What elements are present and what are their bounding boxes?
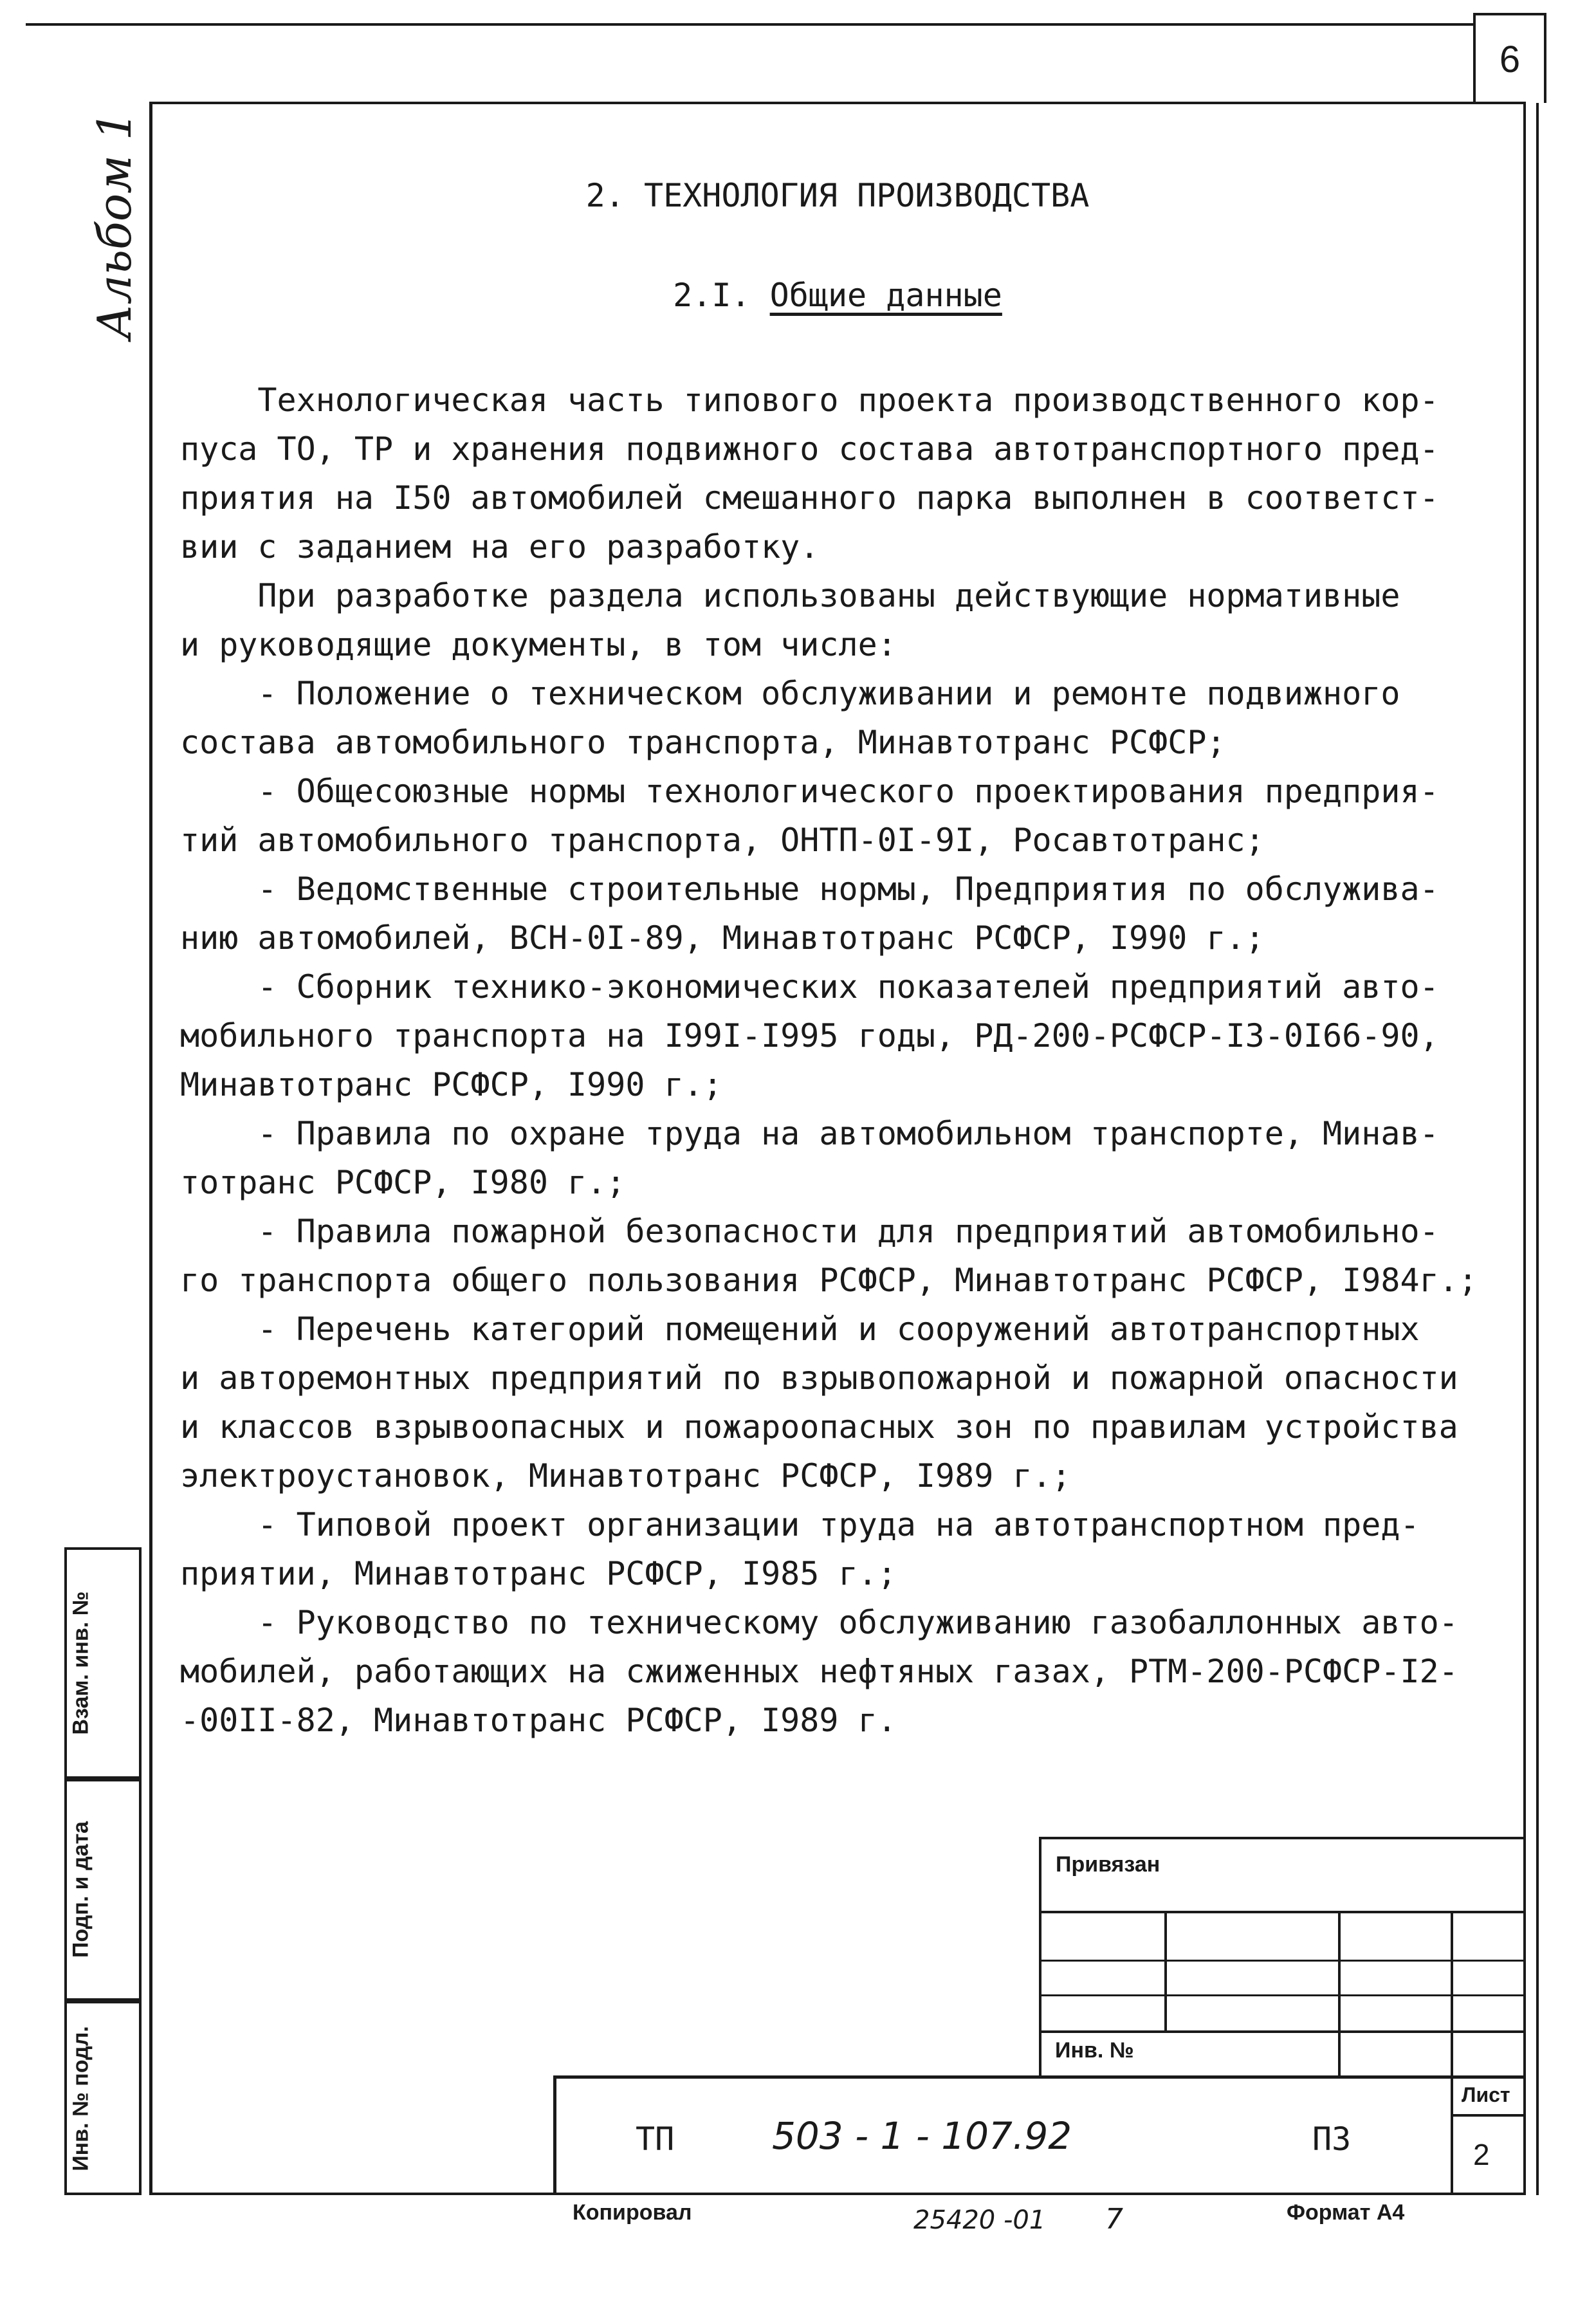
body-line: При разработке раздела использованы действующие нормативные: [180, 577, 1400, 614]
title-block-sheet-divider: [1451, 2078, 1453, 2195]
body-line: го транспорта общего пользования РСФСР, Минавтотранс РСФСР, I984г.;: [180, 1262, 1478, 1299]
title-block-designation: 503 - 1 - 107.92: [772, 2114, 1072, 2158]
binding-vline-2: [1338, 1911, 1341, 2078]
body-line: и классов взрывоопасных и пожароопасных зон по правилам устройства: [180, 1408, 1458, 1446]
body-line: и руководящие документы, в том числе:: [180, 626, 897, 663]
frame-right-double-line: [1536, 103, 1539, 2195]
body-line: - Правила пожарной безопасности для предприятий автомобильно-: [180, 1213, 1439, 1250]
body-line: -00II-82, Минавтотранс РСФСР, I989 г.: [180, 1702, 897, 1739]
body-line: мобилей, работающих на сжиженных нефтяных газах, РТМ-200-РСФСР-I2-: [180, 1653, 1458, 1690]
body-line: - Типовой проект организации труда на автотранспортном пред-: [180, 1506, 1420, 1543]
body-text: [180, 376, 1505, 1745]
body-line: Минавтотранс РСФСР, I990 г.;: [180, 1066, 722, 1103]
binding-inv-label: Инв. №: [1055, 2038, 1134, 2063]
title-block-prefix: ТП: [636, 2120, 675, 2158]
subsection-heading: [149, 277, 1526, 314]
body-line: и авторемонтных предприятий по взрывопожарной и пожарной опасности: [180, 1359, 1458, 1397]
body-line: тий автомобильного транспорта, ОНТП-0I-9I, Росавтотранс;: [180, 822, 1265, 859]
body-line: тотранс РСФСР, I980 г.;: [180, 1164, 626, 1201]
body-line: - Положение о техническом обслуживании и ремонте подвижного: [180, 675, 1400, 712]
body-line: вии с заданием на его разработку.: [180, 528, 820, 566]
body-line: пуса ТО, ТР и хранения подвижного состава автотранспортного пред-: [180, 430, 1439, 468]
body-line: приятии, Минавтотранс РСФСР, I985 г.;: [180, 1555, 897, 1592]
order-number: 25420 -01: [913, 2205, 1046, 2235]
body-line: Технологическая часть типового проекта производственного кор-: [180, 382, 1439, 419]
body-line: состава автомобильного транспорта, Минавтотранс РСФСР;: [180, 724, 1226, 761]
format-label: Формат А4: [1287, 2200, 1405, 2225]
binding-vline-3: [1451, 1911, 1453, 2078]
copied-label: Копировал: [573, 2200, 692, 2225]
body-line: - Сборник технико-экономических показателей предприятий авто-: [180, 968, 1439, 1006]
body-line: электроустановок, Минавтотранс РСФСР, I989 г.;: [180, 1457, 1071, 1495]
original-inv-label: Инв. № подл.: [68, 2026, 93, 2171]
title-block-sheet-hline: [1451, 2114, 1526, 2117]
binding-vline-1: [1164, 1911, 1167, 2030]
top-border-line: [26, 23, 1473, 26]
subsection-number: 2.I.: [673, 277, 751, 314]
title-block-sheet-number: 2: [1473, 2138, 1490, 2171]
body-line: приятия на I50 автомобилей смешанного парка выполнен в соответст-: [180, 479, 1439, 517]
body-line: нию автомобилей, ВСН-0I-89, Минавтотранс РСФСР, I990 г.;: [180, 919, 1265, 957]
album-label: Альбом 1: [87, 111, 142, 340]
page-mark: 7: [1105, 2203, 1123, 2236]
body-line: - Правила по охране труда на автомобильном транспорте, Минав-: [180, 1115, 1439, 1152]
subsection-title: Общие данные: [769, 277, 1002, 314]
binding-title: Привязан: [1056, 1852, 1160, 1877]
title-block-sheet-label: Лист: [1462, 2083, 1510, 2106]
body-line: - Ведомственные строительные нормы, Предприятия по обслужива-: [180, 870, 1439, 908]
replacement-inv-label: Взам. инв. №: [68, 1591, 93, 1735]
body-line: мобильного транспорта на I99I-I995 годы, РД-200-РСФСР-I3-0I66-90,: [180, 1017, 1439, 1054]
body-line: - Перечень категорий помещений и сооружений автотранспортных: [180, 1311, 1420, 1348]
sign-date-label: Подп. и дата: [68, 1821, 93, 1958]
corner-sheet-number: 6: [1473, 13, 1546, 103]
body-line: - Руководство по техническому обслуживанию газобаллонных авто-: [180, 1604, 1458, 1641]
section-title: 2. ТЕХНОЛОГИЯ ПРОИЗВОДСТВА: [585, 177, 1090, 214]
title-block-doc-code: ПЗ: [1312, 2120, 1352, 2158]
body-line: - Общесоюзные нормы технологического проектирования предприя-: [180, 773, 1439, 810]
